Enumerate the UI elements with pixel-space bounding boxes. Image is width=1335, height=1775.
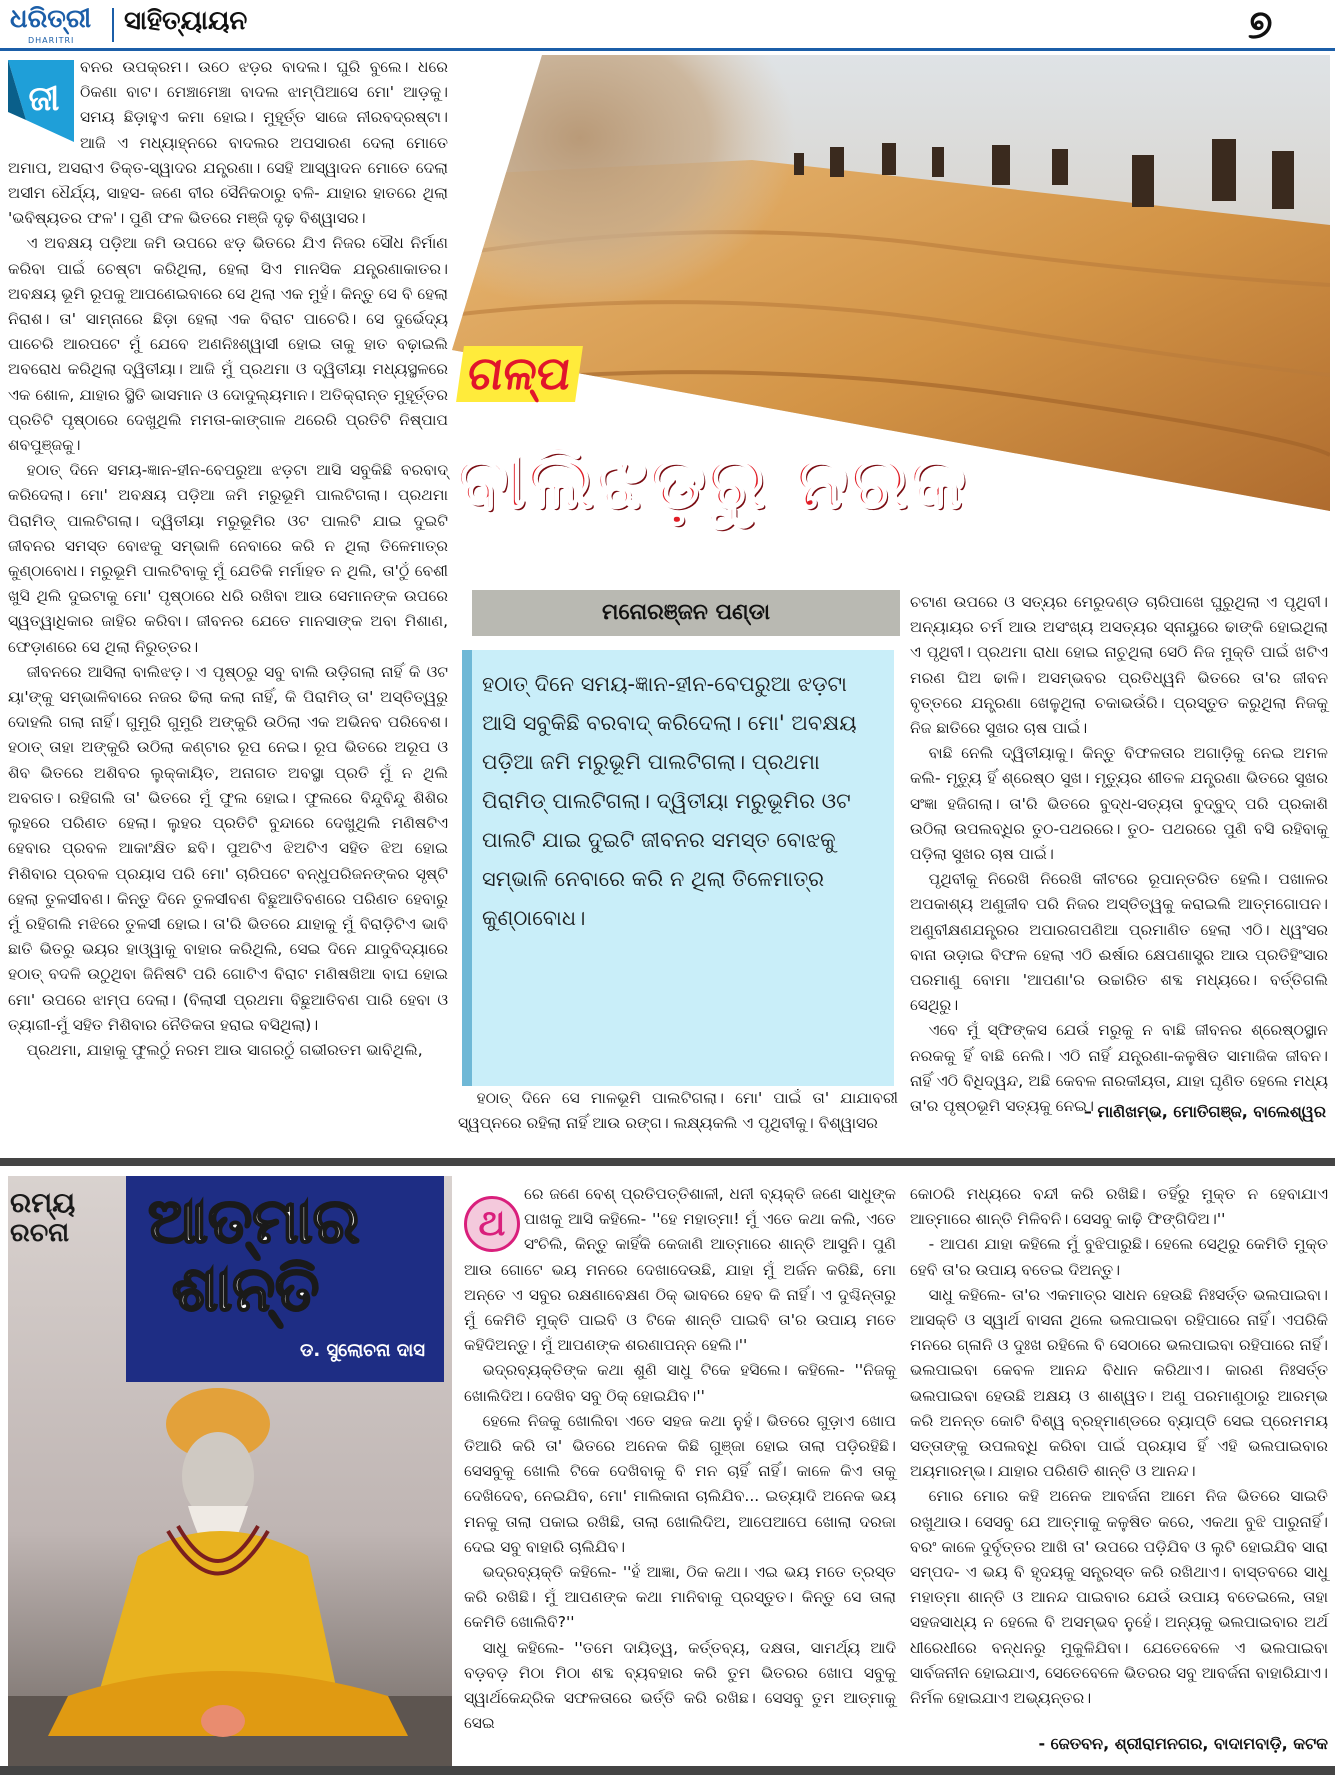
paragraph: ଚଟାଣ ଉପରେ ଓ ସତ୍ୟର ମେରୁଦଣ୍ଡ ଚାରିପାଖେ ଘୁରୁଥିଲା ଏ ପୃଥିବୀ। ଅନ୍ୟାୟର ଚର୍ମ ଆଉ ଅସଂଖ୍ୟ ଅସତ୍ୟର ସ୍ନାୟୁରେ ଢାଙ୍କି ହୋଇଥିଲା ଏ ପୃଥିବୀ। ପ୍ରଥମା ରାଧା ହୋଇ ନାଚୁଥିଲା ସେଠି ନିଜ ମୁକ୍ତି ପାଇଁ ଖଟିଏ ମରଣ ଘିଅ ଢାଳି। ଅସମ୍ଭବର ପ୍ରତିଧ୍ୱନି ଭିତରେ ତା'ର ଜୀବନ ବୃତ୍ତରେ ଯନ୍ତ୍ରଣା ଖେଳୁଥିଲା ଚକାଭଉଁରି। ପ୍ରସ୍ତୁତ କରୁଥିଲା ନିଜକୁ ନିଜ ଛାତିରେ ସୁଖର ଚାଷ ପାଇଁ। — [910, 593, 1328, 738]
paragraph: ବନର ଉପକ୍ରମ। ଉଠେ ଝଡ଼ର ବାଦଲ। ଘୁରି ବୁଲେ। ଧରେ ଠିକଣା ବାଟ। ମେଞ୍ଚାମେଞ୍ଚା ବାଦଲ ଝାମ୍ପିଆସେ ମୋ' ଆଡ଼କୁ। ସମୟ ଛିଡ଼ାହୁଏ କମା ହୋଇ। ମୁହୂର୍ତ୍ତ ସାଜେ ନୀରବଦ୍ରଷ୍ଟା। ଆଜି ଏ ମଧ୍ୟାହ୍ନରେ ବାଦଲର ଅପସାରଣ ଦେଲା ମୋତେ ଅମାପ, ଅସରାଏ ତିକ୍ତ-ସ୍ୱାଦର ଯନ୍ତ୍ରଣା। ସେହି ଆସ୍ୱାଦନ ମୋତେ ଦେଲା ଅସୀମ ଧୈର୍ଯ୍ୟ, ସାହସ- ଜଣେ ବୀର ସୈନିକଠାରୁ ବଳି- ଯାହାର ହାତରେ ଥିଲା 'ଭବିଷ୍ୟତର ଫଳ'। ପୁଣି ଫଳ ଭିତରେ ମଞ୍ଜି ଦୃଢ଼ ବିଶ୍ୱାସର। — [8, 58, 448, 228]
paragraph: ପୃଥିବୀକୁ ନିରେଖି ନିରେଖି କୀଟରେ ରୂପାନ୍ତରିତ ହେଲି। ପଖାଳର ଅପକାଶ୍ୟ ଅଣୁଜୀବ ପରି ନିଜର ଅସ୍ତିତ୍ୱକୁ କରାଇଲି ଆତ୍ମଗୋପନ। ଅଣୁବୀକ୍ଷଣଯନ୍ତ୍ରର ଅପାରଗପଣିଆ ପ୍ରମାଣିତ ହେଲା ଏଠି। ଧ୍ୱଂସର ବାନା ଉଡ଼ାଇ ବିଫଳ ହେଲା ଏଠି ଈର୍ଷାର କ୍ଷେପଣାସ୍ତ୍ର ଆଉ ପ୍ରତିହିଂସାର ପରମାଣୁ ବୋମା 'ଆପଣା'ର ଉଚ୍ଚାରିତ ଶବ୍ଦ ମଧ୍ୟରେ। ବର୍ତ୍ତିଗଲି ସେଥିରୁ। — [910, 870, 1328, 1015]
story2-title-line-1: ଆତ୍ମାର — [148, 1184, 360, 1257]
header-rule — [0, 48, 1335, 51]
story2-credit: - ଜେତବନ, ଶ୍ରୀରାମନଗର, ବାଦାମବାଡ଼ି, କଟକ — [1038, 1734, 1328, 1753]
paragraph: ଏ ଅବକ୍ଷୟ ପଡ଼ିଆ ଜମି ଉପରେ ଝଡ଼ ଭିତରେ ଯିଏ ନିଜର ସୌଧ ନିର୍ମାଣ କରିବା ପାଇଁ ଚେଷ୍ଟା କରିଥିଲା, ହେଲା ସିଏ ମାନସିକ ଯନ୍ତ୍ରଣାକାତର। ଅବକ୍ଷୟ ଭୂମି ରୂପକୁ ଆପଣେଇବାରେ ସେ ଥିଲା ଏକ ମୁହଁ। କିନ୍ତୁ ସେ ବି ହେଲା ନିରାଶ। ତା' ସାମ୍ନାରେ ଛିଡ଼ା ହେଲା ଏକ ବିରାଟ ପାଚେରି। ସେ ଦୁର୍ଭେଦ୍ୟ ପାଚେରି ଆରପଟେ ମୁଁ ଯେବେ ଅଣନିଃଶ୍ୱାସୀ ହୋଇ ତାକୁ ହାତ ବଢ଼ାଇଲି ଅବରୋଧ କରିଥିଲା ଦ୍ୱିତୀୟା। ଆଜି ମୁଁ ପ୍ରଥମା ଓ ଦ୍ୱିତୀୟା ମଧ୍ୟସ୍ଥଳରେ ଏକ ଶୋଳ, ଯାହାର ସ୍ଥିତି ଭାସମାନ ଓ ଦୋଦୁଲ୍ୟମାନ। ଅତିକ୍ରାନ୍ତ ମୁହୂର୍ତ୍ତର ପ୍ରତିଟି ପୃଷ୍ଠାରେ ଦେଖୁଥିଲି ମମତା-କାଙ୍ଗାଳ ଥରେରି ପ୍ରତିଟି ନିଷ୍ପାପ ଶବପୁଞ୍ଜକୁ। — [8, 234, 448, 455]
bottom-rule — [0, 1766, 1335, 1775]
paragraph: ଏବେ ମୁଁ ସ୍ଫିଙ୍କସ ଯେଉଁ ମରୁକୁ ନ ବାଛି ଜୀବନର ଶ୍ରେଷ୍ଠସ୍ଥାନ ନରକକୁ ହିଁ ବାଛି ନେଲି। ଏଠି ନାହିଁ ଯନ୍ତ୍ରଣା-କଳୁଷିତ ସାମାଜିକ ଜୀବନ। ନାହିଁ ଏଠି ବିଧିଦ୍ୱନ୍ଦ, ଅଛି କେବଳ ନାରକୀୟତା, ଯାହା ଘୃଣିତ ହେଲେ ମଧ୍ୟ ତା'ର ପୃଷ୍ଠଭୂମି ସତ୍ୟକୁ ନେଇ। — [910, 1021, 1328, 1116]
drop-cap-circle: ଥ — [464, 1196, 520, 1252]
paragraph: ରେ ଜଣେ ବେଶ୍ ପ୍ରତିପତ୍ତିଶାଳୀ, ଧନୀ ବ୍ୟକ୍ତି ଜଣେ ସାଧୁଙ୍କ ପାଖକୁ ଆସି କହିଲେ- ''ହେ ମହାତ୍ମା! ମୁଁ ଏତେ କଥା କଲି, ଏତେ ସଂଚିଲି, କିନ୍ତୁ କାହିଁକି କେଜାଣି ଆତ୍ମାରେ ଶାନ୍ତି ଆସୁନି। ପୁଣି ଆଉ ଗୋଟେ ଭୟ ମନରେ ଦେଖାଦେଉଛି, ଯାହା ମୁଁ ଅର୍ଜନ କରିଛି, ମୋ ଅନ୍ତେ ଏ ସବୁର ରକ୍ଷଣାବେକ୍ଷଣ ଠିକ୍ ଭାବରେ ହେବ କି ନାହିଁ। ଏ ଦୁଶ୍ଚିନ୍ତାରୁ ମୁଁ କେମିତି ମୁକ୍ତି ପାଇବି ଓ ଟିକେ ଶାନ୍ତି ପାଇବି ତା'ର ଉପାୟ ମତେ କହିଦିଅନ୍ତୁ। ମୁଁ ଆପଣଙ୍କ ଶରଣାପନ୍ନ ହେଲି।'' — [464, 1185, 896, 1355]
paragraph: - ଆପଣ ଯାହା କହିଲେ ମୁଁ ବୁଝିପାରୁଛି। ହେଲେ ସେଥିରୁ କେମିତି ମୁକ୍ତ ହେବି ତା'ର ଉପାୟ ବତେଇ ଦିଅନ୍ତୁ। — [910, 1235, 1328, 1279]
paragraph: ହଠାତ୍ ଦିନେ ସମୟ-ଜ୍ଞାନ-ହୀନ-ବେପରୁଆ ଝଡ଼ଟା ଆସି ସବୁକିଛି ବରବାଦ୍ କରିଦେଲା। ମୋ' ଅବକ୍ଷୟ ପଡ଼ିଆ ଜମି ମରୁଭୂମି ପାଲଟିଗଲା। ପ୍ରଥମା ପିରାମିଡ୍ ପାଲଟିଗଲା। ଦ୍ୱିତୀୟା ମରୁଭୂମିର ଓଟ ପାଲଟି ଯାଇ ଦୁଇଟି ଜୀବନର ସମସ୍ତ ବୋଝକୁ ସମ୍ଭାଳି ନେବାରେ କରି ନ ଥିଲା ତିଳେମାତ୍ର କୁଣ୍ଠାବୋଧ। ମରୁଭୂମି ପାଲଟିବାକୁ ମୁଁ ଯେତିକି ମର୍ମାହତ ନ ଥିଲି, ତା'ଠୁଁ ବେଶୀ ଖୁସି ଥିଲି ଦୁଇଟାକୁ ମୋ' ପୃଷ୍ଠାରେ ଧରି ରଖିବା ଆଉ ସେମାନଙ୍କ ଉପରେ ସ୍ୱତ୍ୱାଧିକାର ଜାହିର କରିବା। ଜୀବନର ଯେତେ ମାନସାଙ୍କ ଅବା ମିଶାଣ, ଫେଡ଼ାଣରେ ସେ ଥିଲା ନିରୁତ୍ତର। — [8, 461, 448, 656]
paragraph: ଭଦ୍ରବ୍ୟକ୍ତି କହିଲେ- ''ହଁ ଆଜ୍ଞା, ଠିକ କଥା। ଏଇ ଭୟ ମତେ ତ୍ରସ୍ତ କରି ରଖିଛି। ମୁଁ ଆପଣଙ୍କ କଥା ମାନିବାକୁ ପ୍ରସ୍ତୁତ। କିନ୍ତୁ ସେ ତାଲା କେମିତି ଖୋଲିବି?'' — [464, 1563, 896, 1632]
story1-column-2 — [458, 1086, 898, 1136]
pull-quote: ହଠାତ୍ ଦିନେ ସମୟ-ଜ୍ଞାନ-ହୀନ-ବେପରୁଆ ଝଡ଼ଟା ଆସି ସବୁକିଛି ବରବାଦ୍ କରିଦେଲା। ମୋ' ଅବକ୍ଷୟ ପଡ଼ିଆ ଜମି ମରୁଭୂମି ପାଲଟିଗଲା। ପ୍ରଥମା ପିରାମିଡ୍ ପାଲଟିଗଲା। ଦ୍ୱିତୀୟା ମରୁଭୂମିର ଓଟ ପାଲଟି ଯାଇ ଦୁଇଟି ଜୀବନର ସମସ୍ତ ବୋଝକୁ ସମ୍ଭାଳି ନେବାରେ କରି ନ ଥିଲା ତିଳେମାତ୍ର କୁଣ୍ଠାବୋଧ। — [482, 672, 857, 930]
header-divider — [112, 8, 114, 42]
drop-cap-text: ଜୀ — [28, 79, 60, 119]
section-title: ସାହିତ୍ୟାୟନ — [124, 6, 248, 36]
kicker-line-1: ରମ୍ୟ — [10, 1186, 76, 1219]
masthead-subtitle: DHARITRI — [28, 36, 75, 45]
paragraph: ଜୀବନରେ ଆସିଲା ବାଲିଝଡ଼। ଏ ପୃଷ୍ଠରୁ ସବୁ ବାଲି ଉଡ଼ିଗଲା ନାହିଁ କି ଓଟ ୟା'ଙ୍କୁ ସମ୍ଭାଳିବାରେ ନଜର ଢିଲା କଲା ନାହିଁ, କି ପିରାମିଡ୍ ତା' ଅସ୍ତିତ୍ୱରୁ ଦୋହଲି ଗଲା ନାହିଁ। ଗୁମୁରି ଗୁମୁରି ଅଙ୍କୁରି ଉଠିଲା ଏକ ଅଭିନବ ପରିବେଶ। ହଠାତ୍ ତାହା ଅଙ୍କୁରି ଉଠିଲା କଣ୍ଟାର ରୂପ ନେଇ। ରୂପ ଭିତରେ ଅରୂପ ଓ ଶିବ ଭିତରେ ଅଶିବର ଲୁକ୍କାୟିତ, ଅନାଗତ ଅବସ୍ଥା ପ୍ରତି ମୁଁ ନ ଥିଲି ଅବଗତ। ରହିଗଲି ତା' ଭିତରେ ମୁଁ ଫୁଲ ହୋଇ। ଫୁଲରେ ବିନ୍ଦୁବିନ୍ଦୁ ଶିଶିର ଲୁହରେ ପରିଣତ ହେଲା। ଲୁହର ପ୍ରତିଟି ବୁନ୍ଦାରେ ଦେଖୁଥିଲି ମଣିଷଟିଏ ହେବାର ପ୍ରବଳ ଆକାଂକ୍ଷିତ ଛବି। ପୁଅଟିଏ ଝିଅଟିଏ ସହିତ ଝିଅ ହୋଇ ମିଶିବାର ପ୍ରବଳ ପ୍ରୟାସ ପରି ମୋ' ଚାରିପଟେ ବନ୍ଧୁପରିଜନଙ୍କର ସୃଷ୍ଟି ହେଲା ତୁଳସୀବଣ। କିନ୍ତୁ ଦିନେ ତୁଳସୀବଣ ବିଛୁଆତିବଣରେ ପରିଣତ ହେବାରୁ ମୁଁ ରହିଗଲି ମଝିରେ ତୁଳସୀ ହୋଇ। ତା'ରି ଭିତରେ ଯାହାକୁ ମୁଁ ବିରାଡ଼ିଟିଏ ଭାବି ଛାତି ଭିତରୁ ଭୟର ହାଓ୍ୱାକୁ ବାହାର କରିଥିଲି, ସେଇ ଦିନେ ଯାଦୁବିଦ୍ୟାରେ ହଠାତ୍ ବଦଳି ଉଠୁଥିବା ଜିନିଷଟି ପରି ଗୋଟିଏ ବିରାଟ ମଣିଷଖିଆ ବାଘ ହୋଇ ମୋ' ଉପରେ ଝାମ୍ପ ଦେଲା। (ବିଲାସୀ ପ୍ରଥମା ବିଛୁଆତିବଣ ପାରି ହେବା ଓ ତ୍ୟାଗୀ-ମୁଁ ସହିତ ମିଶିବାର ନୈତିକତା ହରାଇ ବସିଥିଲା)। — [8, 662, 448, 1034]
story2-column-2 — [910, 1182, 1328, 1742]
paragraph: ଭଦ୍ରବ୍ୟକ୍ତିଙ୍କ କଥା ଶୁଣି ସାଧୁ ଟିକେ ହସିଲେ। କହିଲେ- ''ନିଜକୁ ଖୋଲିଦିଅ। ଦେଖିବ ସବୁ ଠିକ୍ ହୋଇଯିବ।'' — [464, 1361, 896, 1405]
paragraph: ହଠାତ୍ ଦିନେ ସେ ମାଳଭୂମି ପାଲଟିଗଲା। ମୋ' ପାଇଁ ତା' ଯାଯାବରୀ ସ୍ୱପ୍ନରେ ରହିଲା ନାହିଁ ଆଉ ରଙ୍ଗ। ଲକ୍ଷ୍ୟକଲି ଏ ପୃଥିବୀକୁ। ବିଶ୍ୱାସର — [458, 1089, 898, 1133]
kicker-line-2: ରଚନା — [10, 1218, 70, 1248]
paragraph: ବାଛି ନେଲି ଦ୍ୱିତୀୟାକୁ। କିନ୍ତୁ ବିଫଳତାର ଅଗାଡ଼ିକୁ ନେଇ ଅମଳ କଲି- ମୃତ୍ୟୁ ହିଁ ଶ୍ରେଷ୍ଠ ସୁଖ। ମୃତ୍ୟୁର ଶୀତଳ ଯନ୍ତ୍ରଣା ଭିତରେ ସୁଖର ସଂଜ୍ଞା ହଜିଗଲା। ତା'ରି ଭିତରେ ବୁଦ୍ଧ-ସତ୍ୟତା ବୁଦ୍‌ବୁଦ୍ ପରି ପ୍ରକାଶି ଉଠିଲା ଉପଲବ୍ଧିର ତୁଠ-ପଥରରେ। ତୁଠ- ପଥରରେ ପୁଣି ବସି ରହିବାକୁ ପଡ଼ିଲା ସୁଖର ଚାଷ ପାଇଁ। — [910, 744, 1328, 864]
page-number: ୭ — [1248, 2, 1273, 48]
story2-title-line-2: ଶାନ୍ତି — [172, 1252, 320, 1325]
paragraph: ପ୍ରଥମା, ଯାହାକୁ ଫୁଲଠୁଁ ନରମ ଆଉ ସାଗରଠୁଁ ଗଭୀରତମ ଭାବିଥିଲି, — [26, 1040, 423, 1059]
story-title: ବାଲିଝଡ଼ରୁ ନରକ — [456, 436, 968, 525]
paragraph: ସାଧୁ କହିଲେ- ତା'ର ଏକମାତ୍ର ସାଧନ ହେଉଛି ନିଃସର୍ତ୍ତ ଭଲପାଇବା। ଆସକ୍ତି ଓ ସ୍ୱାର୍ଥ ବାସନା ଥିଲେ ଭଲପାଇବା ରହିପାରେ ନାହିଁ। ଏପରିକି ମନରେ ଗ୍ଳାନି ଓ ଦୁଃଖ ରହିଲେ ବି ସେଠାରେ ଭଲପାଇବା ରହିପାରେ ନାହିଁ। ଭଲପାଇବା କେବଳ ଆନନ୍ଦ ବିଧାନ କରିଥାଏ। କାରଣ ନିଃସର୍ତ୍ତ ଭଲପାଇବା ହେଉଛି ଅକ୍ଷୟ ଓ ଶାଶ୍ୱତ। ଅଣୁ ପରମାଣୁଠାରୁ ଆରମ୍ଭ କରି ଅନନ୍ତ କୋଟି ବିଶ୍ୱ ବ୍ରହ୍ମାଣ୍ଡରେ ବ୍ୟାପ୍ତି ସେଇ ପ୍ରେମମୟ ସତ୍ତାଙ୍କୁ ଉପଲବ୍ଧି କରିବା ପାଇଁ ପ୍ରୟାସ ହିଁ ଏହି ଭଲପାଇବାର ଅୟମାରମ୍ଭ। ଯାହାର ପରିଣତି ଶାନ୍ତି ଓ ଆନନ୍ଦ। — [910, 1285, 1328, 1481]
story2-column-1 — [464, 1182, 896, 1772]
genre-tag: ଗଳ୍ପ — [456, 346, 583, 402]
masthead-logo: ଧରିତ୍ରୀ — [10, 4, 92, 34]
paragraph: ସାଧୁ କହିଲେ- ''ତମେ ଦାୟିତ୍ୱ, କର୍ତ୍ତବ୍ୟ, ଦକ୍ଷତା, ସାମର୍ଥ୍ୟ ଆଦି ବଡ଼ବଡ଼ ମିଠା ମିଠା ଶବ୍ଦ ବ୍ୟବହାର କରି ତୁମ ଭିତରର ଖୋପ ସବୁକୁ ସ୍ୱାର୍ଥକେନ୍ଦ୍ରିକ ସଫଳତାରେ ଭର୍ତ୍ତି କରି ରଖିଛ। ସେସବୁ ତୁମ ଆତ୍ମାକୁ ସେଇ — [464, 1638, 896, 1733]
section-divider — [0, 1158, 1335, 1166]
paragraph: ହେଲେ ନିଜକୁ ଖୋଲିବା ଏତେ ସହଜ କଥା ନୁହଁ। ଭିତରେ ଗୁଡ଼ାଏ ଖୋପ ତିଆରି କରି ତା' ଭିତରେ ଅନେକ କିଛି ଗୁଞ୍ଜା ହୋଇ ତାଲା ପଡ଼ିରହିଛି। ସେସବୁକୁ ଖୋଲି ଟିକେ ଦେଖିବାକୁ ବି ମନ ଚାହିଁ ନାହିଁ। କାଳେ କିଏ ତାକୁ ଦେଖିଦେବ, ନେଇଯିବ, ମୋ' ମାଲିକାନା ଚାଲିଯିବ... ଇତ୍ୟାଦି ଅନେକ ଭୟ ମନକୁ ତାଲା ପକାଇ ରଖିଛି, ତାଲା ଖୋଲିଦିଅ, ଆପେଆପେ ଖୋଲା ଦରଜା ଦେଇ ସବୁ ବାହାରି ଚାଲିଯିବ। — [464, 1411, 896, 1556]
story1-credit: – ମାଣିଖମ୍ଭ, ମୋତିଗଞ୍ଜ, ବାଲେଶ୍ୱର — [1083, 1102, 1326, 1121]
story1-column-1 — [8, 55, 448, 1135]
story2-author: ଡ. ସୁଲୋଚନା ଦାସ — [300, 1340, 425, 1361]
author-byline: ମନୋରଞ୍ଜନ ପଣ୍ଡା — [602, 600, 770, 625]
paragraph: ମୋର ମୋର କହି ଅନେକ ଆବର୍ଜନା ଆମେ ନିଜ ଭିତରେ ସାଇତି ରଖୁଥାଉ। ସେସବୁ ଯେ ଆତ୍ମାକୁ କଳୁଷିତ କରେ, ଏକଥା ବୁଝି ପାରୁନାହିଁ। ବରଂ କାଳେ ଦୁର୍ବୃତ୍ତର ଆଖି ତା' ଉପରେ ପଡ଼ିଯିବ ଓ ଲୁଟି ହୋଇଯିବ ସାରା ସମ୍ପଦ- ଏ ଭୟ ବି ହୃଦୟକୁ ସନ୍ତ୍ରସ୍ତ କରି ରଖିଥାଏ। ବାସ୍ତବରେ ସାଧୁ ମହାତ୍ମା ଶାନ୍ତି ଓ ଆନନ୍ଦ ପାଇବାର ଯେଉଁ ଉପାୟ ବତେଇଲେ, ତାହା ସହଜସାଧ୍ୟ ନ ହେଲେ ବି ଅସମ୍ଭବ ନୁହେଁ। ଅନ୍ୟକୁ ଭଲପାଇବାର ଅର୍ଥ ଧୀରେଧୀରେ ବନ୍ଧନରୁ ମୁକୁଳିଯିବା। ଯେତେବେଳେ ଏ ଭଲପାଇବା ସାର୍ବଜନୀନ ହୋଇଯାଏ, ସେତେବେଳେ ଭିତରର ସବୁ ଆବର୍ଜନା ବାହାରିଯାଏ। ନିର୍ମଳ ହୋଇଯାଏ ଅଭ୍ୟନ୍ତର। — [910, 1487, 1328, 1708]
paragraph: କୋଠରି ମଧ୍ୟରେ ବନ୍ଦୀ କରି ରଖିଛି। ତହିଁରୁ ମୁକ୍ତ ନ ହେବାଯାଏ ଆତ୍ମାରେ ଶାନ୍ତି ମିଳିବନି। ସେସବୁ କାଢ଼ି ଫିଙ୍ଗିଦିଅ।'' — [910, 1185, 1328, 1229]
